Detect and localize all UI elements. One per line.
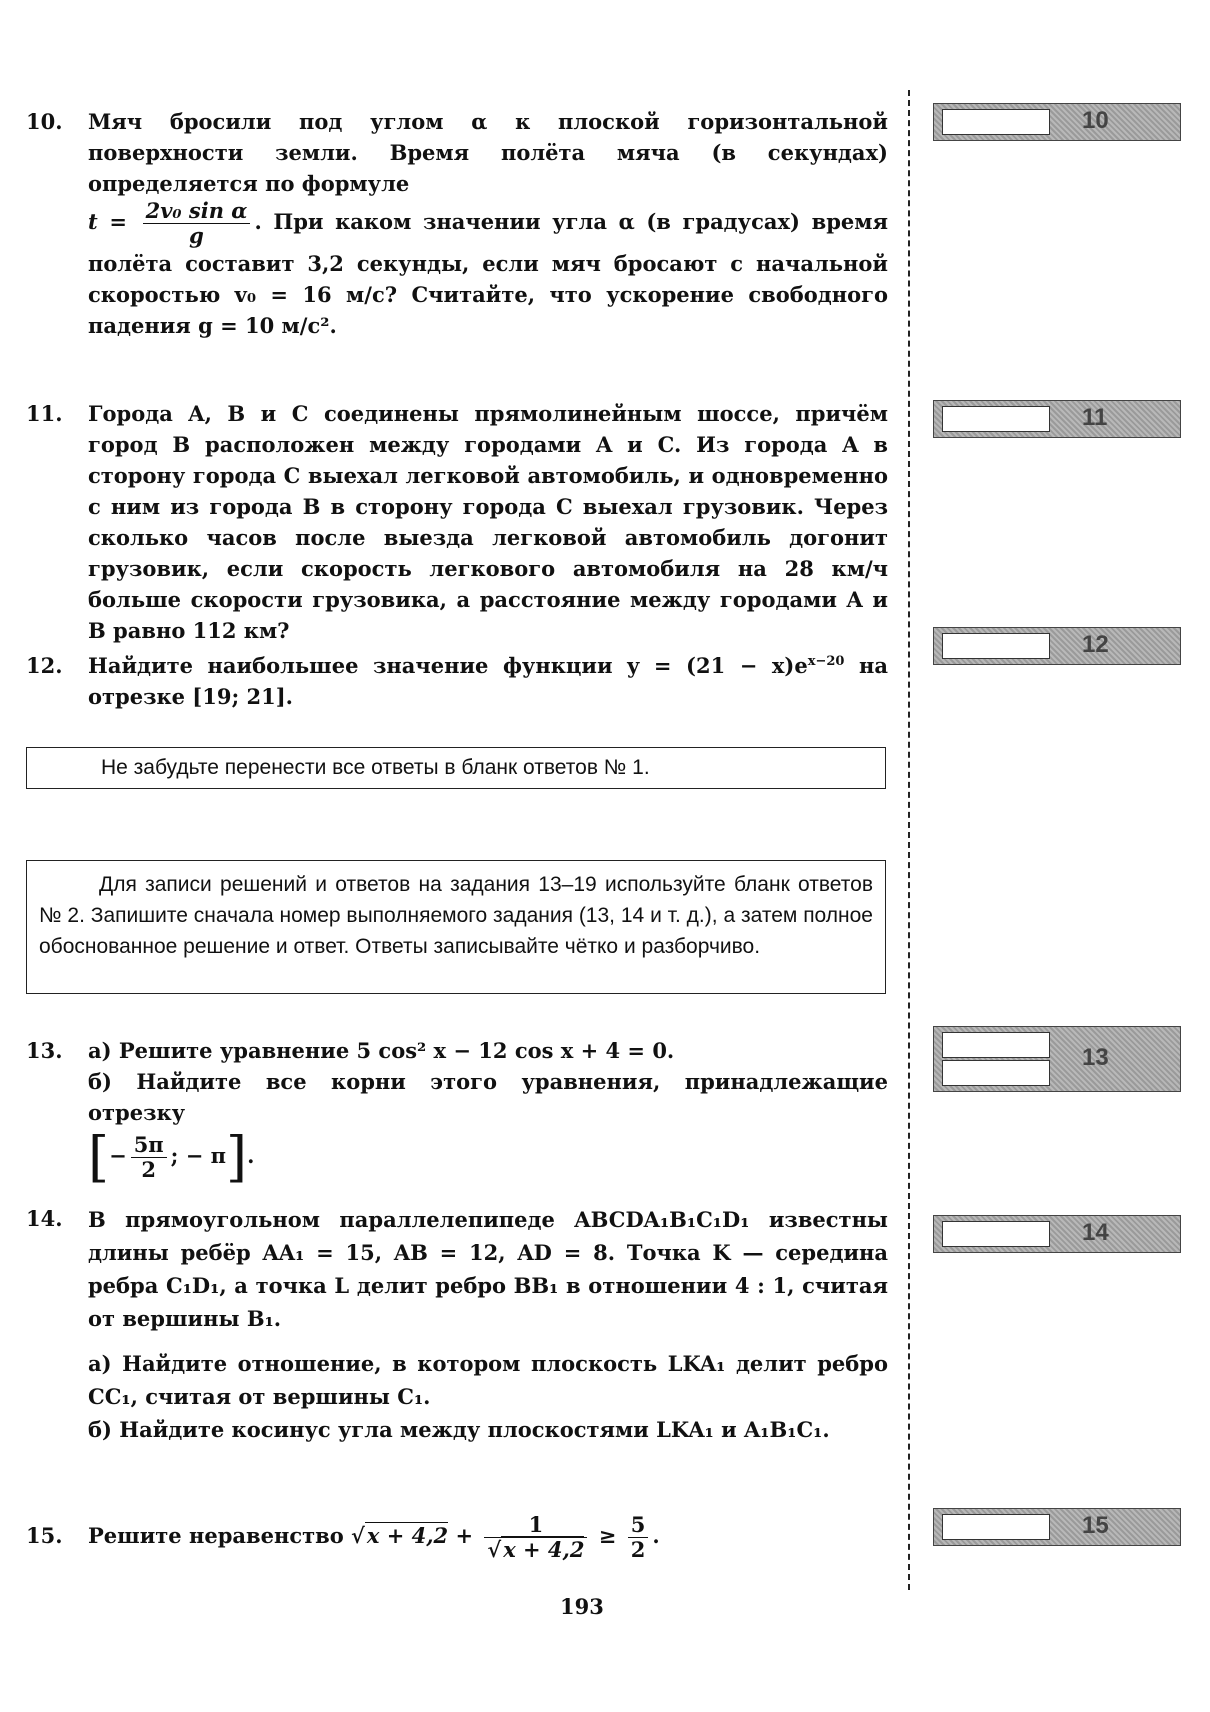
page-number: 193 (560, 1594, 604, 1619)
problem-part-a: а) Найдите отношение, в котором плоскость LKA₁ делит ребро CC₁, считая от вершины C₁. (88, 1351, 888, 1409)
notice-instructions (26, 860, 886, 994)
answer-box-13[interactable] (933, 1026, 1181, 1092)
answer-field[interactable] (942, 633, 1050, 659)
sqrt-radicand: x + 4,2 (366, 1523, 449, 1548)
problem-number: 10. (26, 109, 63, 134)
problem-text-part: Мяч бросили под углом α к плоской горизонтальной поверхности земли. Время полёта мяча (в секундах) определяется по формуле (88, 109, 888, 196)
sqrt-radicand: x + 4,2 (503, 1537, 585, 1562)
exponent: x−20 (807, 654, 845, 669)
answer-field[interactable] (942, 1060, 1050, 1086)
segment-dot: . (247, 1143, 255, 1168)
answer-box-10[interactable] (933, 103, 1181, 141)
notice-transfer-answers: Не забудьте перенести все ответы в бланк ответов № 1. (26, 747, 886, 789)
answer-box-14[interactable] (933, 1215, 1181, 1253)
answer-box-label: 15 (1082, 1512, 1109, 1539)
answer-field[interactable] (942, 1221, 1050, 1247)
problem-text-part: Решите неравенство (88, 1523, 344, 1548)
end-dot: . (652, 1523, 660, 1548)
rhs-numerator: 5 (628, 1513, 649, 1538)
answer-field[interactable] (942, 406, 1050, 432)
bracket-right: ] (226, 1125, 248, 1189)
formula-fraction (143, 199, 251, 248)
segment-numerator: 5π (131, 1133, 167, 1158)
segment-fraction (131, 1133, 167, 1182)
answer-box-label: 11 (1082, 404, 1108, 431)
problem-text-part: . При каком значении угла α (в градусах) время полёта составит 3,2 секунды, если мяч бросают с начальной скоростью v₀ = 16 м/с? Считайте, что ускорение свободного падения g = 10 м/с². (88, 209, 889, 338)
answer-field[interactable] (942, 1514, 1050, 1540)
formula-numerator: 2v₀ sin α (143, 199, 251, 224)
segment (88, 1125, 888, 1189)
plus-sign: + (455, 1523, 474, 1548)
segment-denominator: 2 (141, 1157, 156, 1182)
answer-box-11[interactable] (933, 400, 1181, 438)
rhs-denominator: 2 (630, 1537, 646, 1562)
problem-text (88, 106, 888, 341)
problem-text-part: на отрезке [19; 21]. (88, 653, 888, 709)
problem-number: 13. (26, 1038, 63, 1063)
notice-instructions-text: Для записи решений и ответов на задания 13–19 используйте бланк ответов № 2. Запишите сначала номер выполняемого задания (13, 14 и т. д.), а затем полное обоснованное решение и ответ. Ответы записывайте чётко и разборчиво. (39, 873, 873, 958)
fraction-denominator: √x + 4,2 (487, 1537, 585, 1562)
answer-box-15[interactable] (933, 1508, 1181, 1546)
problem-text (88, 650, 888, 712)
problem-part-b: б) Найдите косинус угла между плоскостями LKA₁ и A₁B₁C₁. (88, 1417, 830, 1442)
problem-text-part: Найдите наибольшее значение функции y = (21 − x)e (88, 653, 808, 678)
answer-box-label: 10 (1082, 107, 1109, 134)
answer-field[interactable] (942, 1032, 1050, 1058)
rhs-fraction (628, 1513, 649, 1562)
answer-field[interactable] (942, 109, 1050, 135)
answer-box-label: 14 (1082, 1219, 1109, 1246)
fraction-numerator: 1 (484, 1513, 587, 1538)
geq-sign: ≥ (598, 1523, 617, 1548)
problem-text: Города A, B и C соединены прямолинейным шоссе, причём город B расположен между городами A и C. Из города A в сторону города C выехал легковой автомобиль, и одновременно с ним из города B в сторону города C выехал грузовик. Через сколько часов после выезда легковой автомобиль догонит грузовик, если скорость легкового автомобиля на 28 км/ч больше скорости грузовика, а расстояние между городами A и B равно 112 км? (88, 401, 888, 643)
inequality-fraction (484, 1513, 587, 1562)
bracket-left: [ (88, 1125, 110, 1189)
formula-lhs: t = (88, 209, 127, 234)
formula-denominator: g (189, 223, 204, 248)
problem-number: 12. (26, 653, 63, 678)
problem-part-b: б) Найдите все корни этого уравнения, принадлежащие отрезку (88, 1069, 888, 1125)
problem-number: 14. (26, 1206, 63, 1231)
problem-number: 15. (26, 1523, 63, 1548)
answer-box-12[interactable] (933, 627, 1181, 665)
answer-box-label: 12 (1082, 631, 1109, 658)
problem-number: 11. (26, 401, 63, 426)
problem-text: В прямоугольном параллелепипеде ABCDA₁B₁C₁D₁ известны длины ребёр AA₁ = 15, AB = 12, AD = 8. Точка K — середина ребра C₁D₁, а точка L делит ребро BB₁ в отношении 4 : 1, считая от вершины B₁. (88, 1207, 888, 1331)
segment-tail: ; − π (170, 1143, 227, 1168)
answer-box-label: 13 (1082, 1044, 1109, 1071)
segment-minus: − (109, 1143, 127, 1168)
cut-line (908, 90, 910, 1590)
problem-part-a: а) Решите уравнение 5 cos² x − 12 cos x + 4 = 0. (88, 1038, 675, 1063)
